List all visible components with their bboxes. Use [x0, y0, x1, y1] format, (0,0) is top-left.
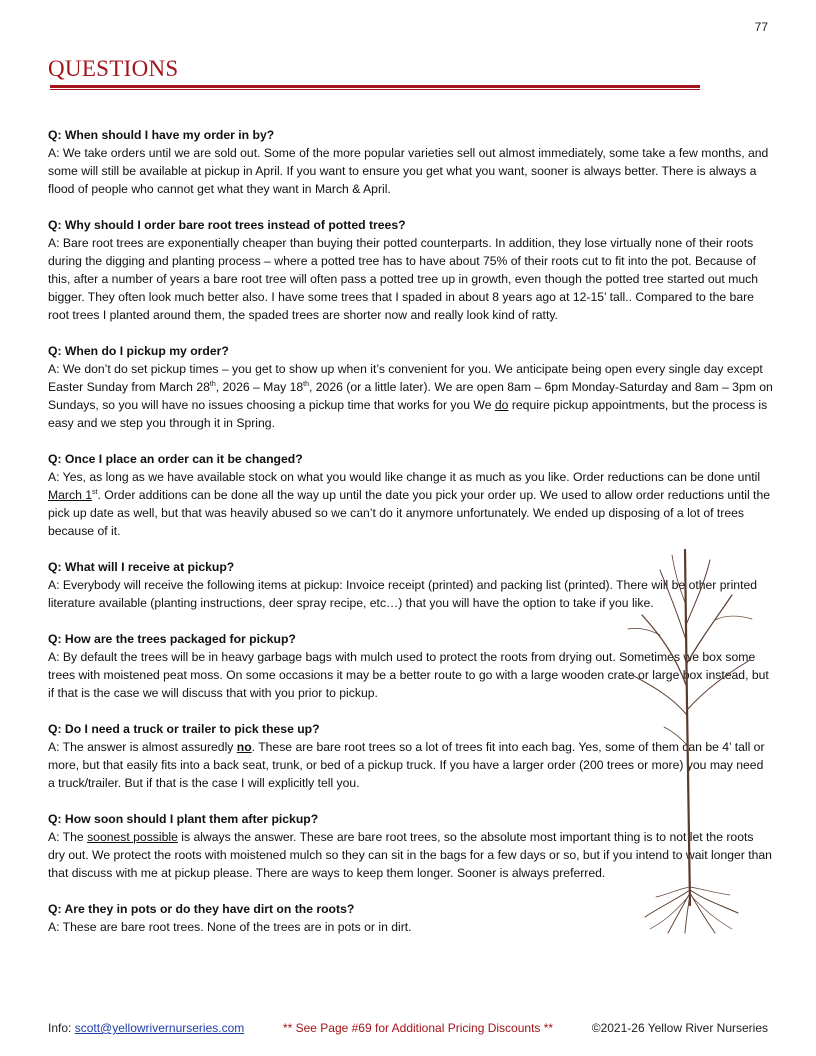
faq-item	[48, 216, 773, 324]
faq-question: Q: Why should I order bare root trees instead of potted trees?	[48, 218, 406, 232]
footer-copyright: ©2021-26 Yellow River Nurseries	[591, 1021, 768, 1035]
faq-answer: A: The answer is almost assuredly no. These are bare root trees so a lot of trees fit into each bag. Yes, some of them can be 4’ tall or more, but that easily fits into a back seat, trunk, or bed of a pickup truck. If you have a larger order (200 trees or more) you may need a truck/trailer. But if that is the case I will explicitly tell you.	[48, 740, 765, 790]
faq-question: Q: Once I place an order can it be changed?	[48, 452, 303, 466]
underlined-date: March 1	[48, 488, 93, 502]
faq-item	[48, 720, 773, 792]
faq-question: Q: How soon should I plant them after pickup?	[48, 812, 319, 826]
faq-item	[48, 810, 773, 882]
faq-question: Q: Do I need a truck or trailer to pick these up?	[48, 722, 320, 736]
page-number: 77	[754, 20, 768, 34]
page-title: QUESTIONS	[48, 56, 179, 81]
faq-answer: A: The soonest possible is always the answer. These are bare root trees, so the absolute most important thing is to not let the roots dry out. We protect the roots with moistened mulch so they can sit in the bags for a few days or so, but if you intend to wait longer than that discuss with me at pickup please. There are ways to keep them longer. Sooner is always preferred.	[48, 830, 772, 880]
faq-answer: A: By default the trees will be in heavy garbage bags with mulch used to protect the roots from drying out. Sometimes we box some trees with moistened peat moss. On some occasions it may be a better route to go with a large wooden crate or large box instead, but if that is the case we will discuss that with you prior to pickup.	[48, 650, 769, 700]
email-link[interactable]: scott@yellowrivernurseries.com	[74, 1021, 245, 1035]
title-underline	[50, 85, 700, 90]
faq-item	[48, 900, 773, 936]
faq-answer: A: We take orders until we are sold out. Some of the more popular varieties sell out almost immediately, some take a few months, and some will still be available at pickup in April. If you want to ensure you get what you want, sooner is always better. There is always a flood of people who cannot get what they want in March & April.	[48, 146, 769, 196]
faq-question: Q: When do I pickup my order?	[48, 344, 229, 358]
faq-question: Q: When should I have my order in by?	[48, 128, 275, 142]
faq-item	[48, 450, 773, 540]
faq-item	[48, 630, 773, 702]
faq-item	[48, 126, 773, 198]
footer-info: Info: scott@yellowrivernurseries.com	[48, 1021, 245, 1035]
faq-item	[48, 558, 773, 612]
faq-answer: A: These are bare root trees. None of the trees are in pots or in dirt.	[48, 920, 412, 934]
footer-promo: ** See Page #69 for Additional Pricing Discounts **	[282, 1021, 554, 1035]
faq-answer: A: Bare root trees are exponentially cheaper than buying their potted counterparts. In addition, they lose virtually none of their roots during the digging and planting process – where a potted tree has to have about 75% of their roots cut to fit into the pot. Because of this, after a number of years a bare root tree will often pass a potted tree up in growth, even though the potted tree started out much bigger. They often look much better also. I have some trees that I spaded in about 8 years ago at 12-15’ tall.. Compared to the bare root trees I planted around them, the spaded trees are shorter now and really look kind of ratty.	[48, 236, 758, 322]
faq-question: Q: Are they in pots or do they have dirt on the roots?	[48, 902, 355, 916]
underlined-emphasis: soonest possible	[87, 830, 178, 844]
faq-list	[48, 126, 773, 954]
faq-answer: A: Yes, as long as we have available stock on what you would like change it as much as you like. Order reductions can be done until March 1st. Order additions can be done all the way up until the date you pick your order up. We used to allow order reductions until the pick up date as well, but that was heavily abused so we can’t do it anymore unfortunately. We ended up disposing of a lot of trees because of it.	[48, 470, 770, 538]
page-footer	[48, 1021, 768, 1035]
faq-question: Q: How are the trees packaged for pickup?	[48, 632, 296, 646]
bold-emphasis: no	[236, 740, 252, 754]
faq-question: Q: What will I receive at pickup?	[48, 560, 235, 574]
underlined-emphasis: do	[494, 398, 509, 412]
faq-item	[48, 342, 773, 432]
faq-answer: A: We don’t do set pickup times – you get to show up when it’s convenient for you. We anticipate being open every single day except Easter Sunday from March 28th, 2026 – May 18th, 2026 (or a little later). We are open 8am – 6pm Monday-Saturday and 8am – 3pm on Sundays, so you will have no issues choosing a pickup time that works for you We do require pickup appointments, but the process is easy and we step you through it in Spring.	[48, 362, 773, 430]
faq-answer: A: Everybody will receive the following items at pickup: Invoice receipt (printed) and packing list (printed). There will be other printed literature available (planting instructions, deer spray recipe, etc…) that you will have the option to take if you like.	[48, 578, 758, 610]
